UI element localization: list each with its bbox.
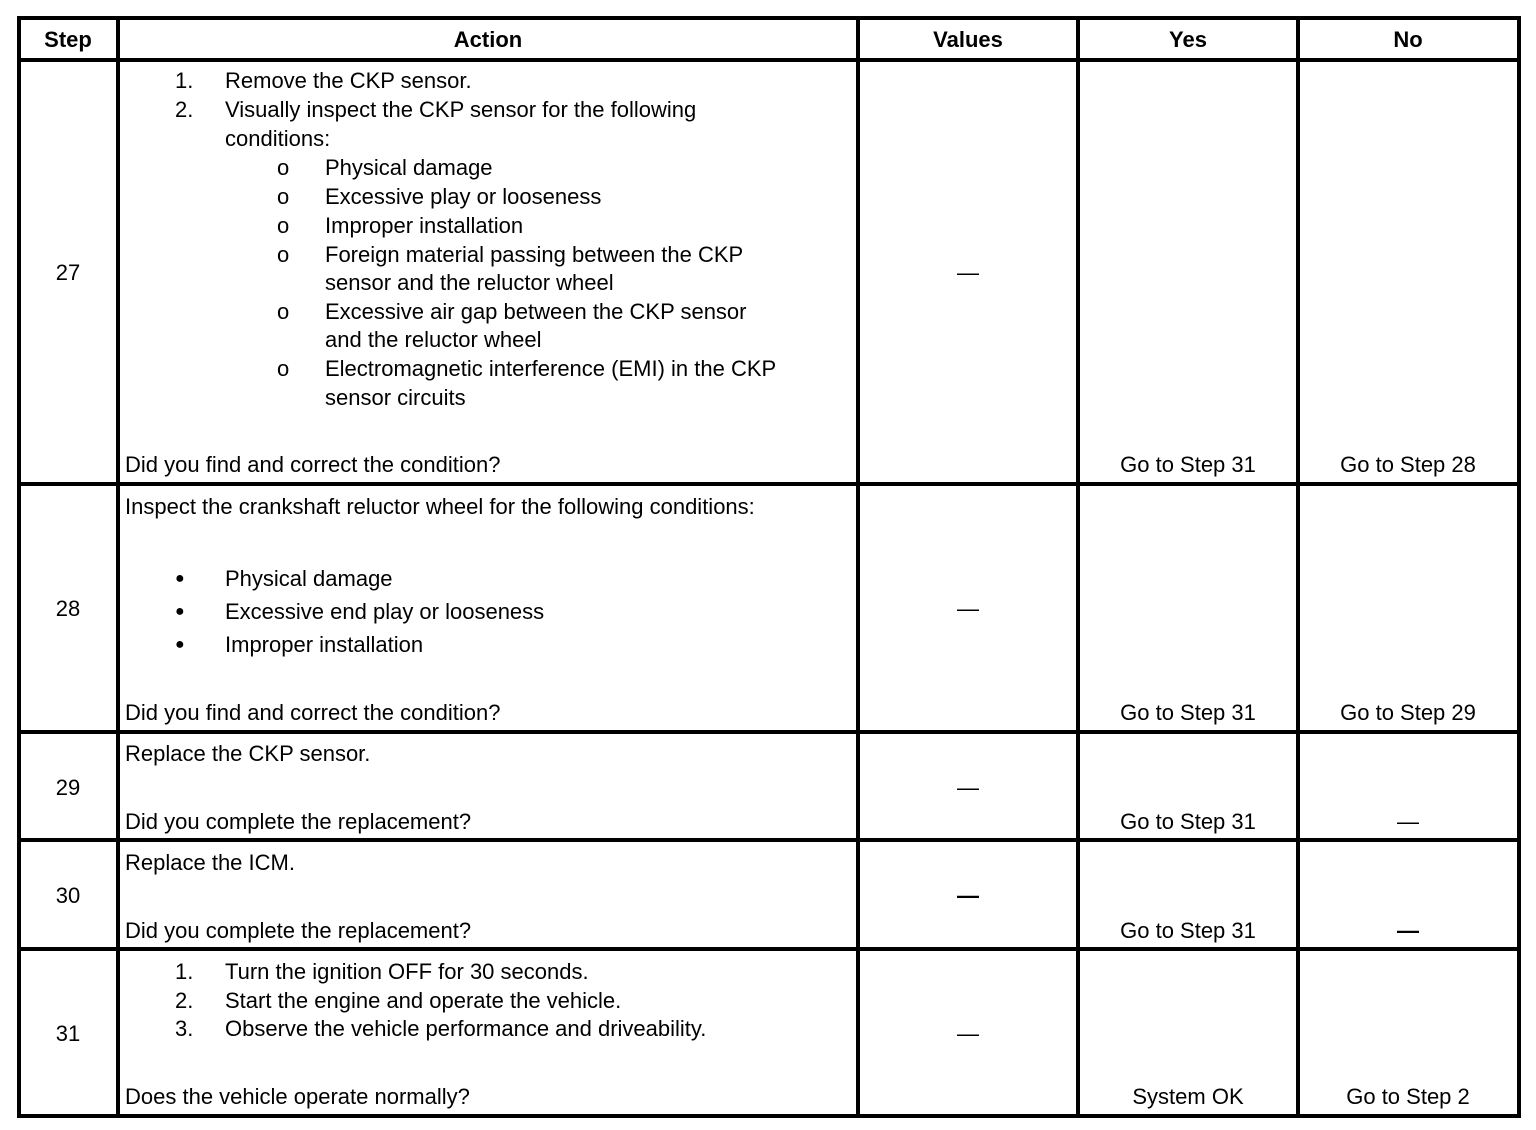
values-cell: — xyxy=(957,596,979,621)
list-item: Start the engine and operate the vehicle. xyxy=(225,988,622,1013)
header-yes: Yes xyxy=(1169,27,1207,52)
intro-text: Inspect the crankshaft reluctor wheel for the following conditions: xyxy=(125,494,755,519)
list-marker: 2. xyxy=(175,97,194,122)
no-cell: Go to Step 29 xyxy=(1340,700,1476,725)
bullet-item: Excessive end play or looseness xyxy=(225,599,545,624)
list-item: Remove the CKP sensor. xyxy=(225,68,472,93)
values-cell: — xyxy=(957,1021,979,1046)
values-cell: — xyxy=(957,775,979,800)
step-number: 29 xyxy=(55,775,81,800)
bullet-item: Improper installation xyxy=(225,632,424,657)
sub-item: Physical damage xyxy=(325,155,493,180)
question: Did you find and correct the condition? xyxy=(125,700,501,725)
question: Did you complete the replacement? xyxy=(125,809,472,834)
no-cell: — xyxy=(1397,809,1419,834)
yes-cell: System OK xyxy=(1132,1084,1244,1109)
sub-marker: o xyxy=(277,356,290,381)
step-number: 30 xyxy=(55,883,81,908)
yes-cell: Go to Step 31 xyxy=(1120,452,1256,477)
header-values: Values xyxy=(933,27,1003,52)
sub-item: Electromagnetic interference (EMI) in the CKP xyxy=(325,356,777,381)
question: Did you complete the replacement? xyxy=(125,918,472,943)
step-number: 31 xyxy=(55,1021,81,1046)
intro-text: Replace the ICM. xyxy=(125,850,295,875)
step-number: 28 xyxy=(55,596,81,621)
intro-text: Replace the CKP sensor. xyxy=(125,741,371,766)
question: Did you find and correct the condition? xyxy=(125,452,501,477)
no-cell: — xyxy=(1397,918,1419,943)
sub-marker: o xyxy=(277,155,290,180)
list-marker: 1. xyxy=(175,68,194,93)
list-marker: 1. xyxy=(175,959,194,984)
sub-item: Excessive play or looseness xyxy=(325,184,602,209)
bullet-item: Physical damage xyxy=(225,566,393,591)
list-marker: 3. xyxy=(175,1016,194,1041)
list-item: conditions: xyxy=(225,126,331,151)
bullet-marker: ● xyxy=(175,570,185,587)
header-no: No xyxy=(1393,27,1423,52)
values-cell: — xyxy=(957,883,979,908)
list-item: Turn the ignition OFF for 30 seconds. xyxy=(225,959,589,984)
step-number: 27 xyxy=(55,260,81,285)
sub-marker: o xyxy=(277,242,290,267)
list-item: Observe the vehicle performance and driveability. xyxy=(225,1016,707,1041)
no-cell: Go to Step 28 xyxy=(1340,452,1476,477)
sub-item: Foreign material passing between the CKP xyxy=(325,242,744,267)
list-marker: 2. xyxy=(175,988,194,1013)
sub-item: Excessive air gap between the CKP sensor xyxy=(325,299,747,324)
yes-cell: Go to Step 31 xyxy=(1120,918,1256,943)
sub-marker: o xyxy=(277,299,290,324)
yes-cell: Go to Step 31 xyxy=(1120,809,1256,834)
sub-marker: o xyxy=(277,184,290,209)
header-action: Action xyxy=(453,27,523,52)
sub-marker: o xyxy=(277,213,290,238)
sub-item: and the reluctor wheel xyxy=(325,327,542,352)
values-cell: — xyxy=(957,260,979,285)
question: Does the vehicle operate normally? xyxy=(125,1084,470,1109)
no-cell: Go to Step 2 xyxy=(1346,1084,1470,1109)
header-step: Step xyxy=(44,27,92,52)
sub-item: sensor circuits xyxy=(325,385,466,410)
yes-cell: Go to Step 31 xyxy=(1120,700,1256,725)
bullet-marker: ● xyxy=(175,636,185,653)
sub-item: Improper installation xyxy=(325,213,524,238)
sub-item: sensor and the reluctor wheel xyxy=(325,270,614,295)
bullet-marker: ● xyxy=(175,603,185,620)
list-item: Visually inspect the CKP sensor for the following xyxy=(225,97,697,122)
